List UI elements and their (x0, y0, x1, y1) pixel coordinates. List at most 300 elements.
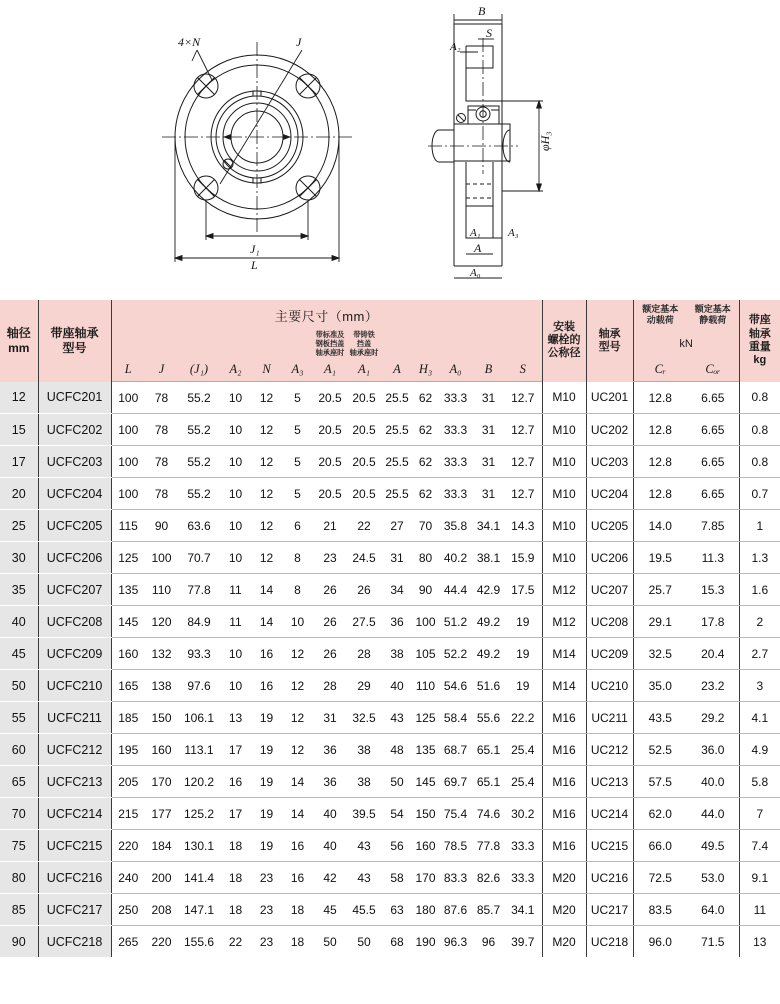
dim-J1: 70.7 (178, 542, 220, 574)
weight-value: 13 (739, 926, 780, 958)
dim-A0: 33.3 (438, 382, 473, 414)
bolt-size: M12 (542, 606, 586, 638)
technical-drawings (0, 0, 750, 300)
header-weight-line3: 重量 (748, 340, 771, 353)
dim-A1-standard: 36 (313, 734, 347, 766)
dim-A1-standard: 42 (313, 862, 347, 894)
label-4xN: 4×N (178, 35, 201, 49)
rating-Cr: 66.0 (633, 830, 687, 862)
table-row (0, 414, 780, 446)
dim-B: 96 (481, 934, 496, 949)
dim-J: 120 (145, 606, 178, 638)
dim-A2: 10 (220, 542, 251, 574)
dim-N: 12 (251, 510, 282, 542)
table-row (0, 894, 780, 926)
dim-J1: 55.2 (178, 446, 220, 478)
header-sym-L: L (111, 357, 145, 382)
bearing-model: UC206 (586, 542, 633, 574)
dim-A0: 33.3 (438, 478, 473, 510)
rating-Cor: 15.3 (687, 574, 739, 606)
weight-value: 2.7 (739, 638, 780, 670)
dim-A1-cast: 24.5 (347, 542, 381, 574)
dim-H3: 100 (413, 606, 438, 638)
rating-Cor: 6.65 (687, 414, 739, 446)
table-row (0, 574, 780, 606)
header-sym-A1-standard: A₁ (313, 357, 347, 382)
dim-A: 25.5 (381, 414, 413, 446)
dim-A1-standard: 36 (313, 766, 347, 798)
rating-Cor: 11.3 (687, 542, 739, 574)
rating-Cr: 12.8 (633, 382, 687, 414)
model-value: UCFC218 (38, 926, 111, 958)
label-B: B (478, 4, 486, 18)
dim-A0: 68.7 (438, 734, 473, 766)
bore-value: 90 (0, 926, 38, 958)
label-J1: J₁ (250, 242, 260, 256)
dim-N: 16 (251, 638, 282, 670)
weight-value: 2 (739, 606, 780, 638)
label-A: A (474, 241, 482, 255)
dim-B: 85.7 (473, 894, 504, 926)
dim-B: 49.2 (473, 638, 504, 670)
bore-value: 20 (0, 478, 38, 510)
dim-L: 205 (111, 766, 145, 798)
bolt-size: M10 (542, 414, 586, 446)
header-cor-title (687, 300, 739, 330)
dim-N: 19 (251, 830, 282, 862)
bolt-size: M16 (542, 830, 586, 862)
dim-A1-standard: 20.5 (313, 414, 347, 446)
dim-A: 34 (381, 574, 413, 606)
dim-H3: 62 (413, 446, 438, 478)
rating-Cr: 35.0 (633, 670, 687, 702)
dim-A2: 18 (220, 830, 251, 862)
model-value: UCFC211 (38, 702, 111, 734)
dim-J: 78 (145, 382, 178, 414)
dim-A: 43 (381, 702, 413, 734)
dim-A: 25.5 (381, 478, 413, 510)
rating-Cr: 12.8 (633, 478, 687, 510)
model-value: UCFC205 (38, 510, 111, 542)
header-bearing-line2: 型号 (598, 340, 621, 353)
table-row (0, 670, 780, 702)
flange-front-view-drawing (150, 14, 365, 272)
dim-B: 31 (473, 382, 504, 414)
dim-A1-standard: 20.5 (313, 382, 347, 414)
dim-J1: 130.1 (178, 830, 220, 862)
dim-A: 68 (390, 934, 404, 949)
dim-J1: 147.1 (178, 894, 220, 926)
dim-L: 185 (111, 702, 145, 734)
dim-A: 36 (381, 606, 413, 638)
dim-L: 265 (118, 934, 139, 949)
dim-A2: 17 (220, 734, 251, 766)
dim-A1-standard: 21 (313, 510, 347, 542)
dim-A1-standard: 50 (323, 934, 337, 949)
dim-J: 78 (145, 414, 178, 446)
bearing-model: UC214 (586, 798, 633, 830)
rating-Cor: 20.4 (687, 638, 739, 670)
header-model (38, 300, 111, 382)
dim-A0: 33.3 (438, 446, 473, 478)
dim-J: 90 (145, 510, 178, 542)
dim-J1: 125.2 (178, 798, 220, 830)
weight-value: 11 (739, 894, 780, 926)
header-kn-unit: kN (633, 330, 739, 357)
bolt-size: M10 (542, 478, 586, 510)
dim-A3: 8 (282, 542, 313, 574)
dim-A3: 14 (282, 766, 313, 798)
dim-A2: 10 (220, 478, 251, 510)
header-model-line1: 带座轴承 (50, 325, 99, 340)
bolt-size: M14 (542, 670, 586, 702)
dim-H3: 125 (413, 702, 438, 734)
dim-A: 48 (381, 734, 413, 766)
dim-B: 38.1 (473, 542, 504, 574)
dim-B: 42.9 (473, 574, 504, 606)
rating-Cr: 32.5 (633, 638, 687, 670)
dim-J1: 120.2 (178, 766, 220, 798)
rating-Cr: 43.5 (633, 702, 687, 734)
dim-H3: 135 (413, 734, 438, 766)
bearing-model: UC203 (586, 446, 633, 478)
header-weight (739, 300, 780, 382)
bolt-size: M12 (542, 574, 586, 606)
dim-N: 19 (251, 798, 282, 830)
bore-value: 75 (0, 830, 38, 862)
dim-S: 39.7 (511, 934, 535, 949)
dim-S: 19 (504, 670, 542, 702)
rating-Cor: 6.65 (687, 478, 739, 510)
dim-A1-standard: 45 (313, 894, 347, 926)
dim-A3: 5 (282, 478, 313, 510)
bore-value: 50 (0, 670, 38, 702)
dim-B: 31 (473, 446, 504, 478)
dim-N: 14 (251, 606, 282, 638)
header-sym-H3: H₃ (413, 357, 438, 382)
rating-Cr: 12.8 (633, 414, 687, 446)
header-cor-line2: 静载荷 (699, 315, 727, 325)
bore-value: 35 (0, 574, 38, 606)
dim-S: 33.3 (504, 862, 542, 894)
dim-A0: 87.6 (438, 894, 473, 926)
dim-A2: 10 (220, 382, 251, 414)
dim-S: 17.5 (504, 574, 542, 606)
header-sub-cast-l2: 挡盖 (356, 339, 372, 348)
dim-A3: 16 (282, 830, 313, 862)
model-value: UCFC213 (38, 766, 111, 798)
table-row (0, 830, 780, 862)
header-main-dims: 主要尺寸（mm） (111, 300, 542, 330)
header-sym-A1-cast: A₁ (347, 357, 381, 382)
rating-Cr: 72.5 (633, 862, 687, 894)
dim-J: 220 (151, 934, 172, 949)
dim-J1: 77.8 (178, 574, 220, 606)
dim-L: 215 (111, 798, 145, 830)
dim-H3: 80 (413, 542, 438, 574)
rating-Cor: 53.0 (687, 862, 739, 894)
table-row (0, 766, 780, 798)
dim-A: 58 (381, 862, 413, 894)
dim-S: 12.7 (504, 446, 542, 478)
bolt-size: M16 (542, 734, 586, 766)
dim-H3: 70 (413, 510, 438, 542)
dim-J1: 113.1 (178, 734, 220, 766)
bore-value: 40 (0, 606, 38, 638)
label-A2: A₂ (450, 41, 461, 53)
header-sym-A: A (381, 357, 413, 382)
rating-Cr: 52.5 (633, 734, 687, 766)
dim-A1-cast: 32.5 (347, 702, 381, 734)
dim-N: 23 (259, 934, 274, 949)
dim-S: 22.2 (504, 702, 542, 734)
label-A3: A₃ (508, 227, 519, 239)
dim-B: 34.1 (473, 510, 504, 542)
dim-B: 65.1 (473, 734, 504, 766)
dim-A1-cast: 20.5 (347, 382, 381, 414)
dim-L: 160 (111, 638, 145, 670)
dim-A0: 83.3 (438, 862, 473, 894)
dim-A: 31 (381, 542, 413, 574)
header-weight-line4: kg (753, 353, 767, 366)
dim-J1: 55.2 (178, 414, 220, 446)
dim-A1-standard: 26 (313, 574, 347, 606)
dim-A3: 10 (282, 606, 313, 638)
dim-H3: 170 (413, 862, 438, 894)
bore-value: 15 (0, 414, 38, 446)
dim-A2: 10 (220, 414, 251, 446)
dim-A1-standard: 26 (313, 638, 347, 670)
bearing-model: UC211 (586, 702, 633, 734)
bearing-model: UC209 (586, 638, 633, 670)
dim-A0: 44.4 (438, 574, 473, 606)
header-bolt-line1: 安装 (553, 320, 576, 333)
label-L: L (251, 258, 258, 272)
dim-S: 14.3 (504, 510, 542, 542)
rating-Cr: 25.7 (633, 574, 687, 606)
dim-A: 54 (381, 798, 413, 830)
model-value: UCFC217 (38, 894, 111, 926)
header-sym-A0: A₀ (438, 357, 473, 382)
dim-H3: 105 (413, 638, 438, 670)
weight-value: 4.9 (739, 734, 780, 766)
header-sub-cast-l1: 带铸铁 (353, 330, 375, 339)
bearing-model: UC212 (586, 734, 633, 766)
table-row (0, 542, 780, 574)
table-row (0, 862, 780, 894)
dim-A2: 11 (220, 574, 251, 606)
rating-Cor: 49.5 (687, 830, 739, 862)
dim-A1-cast: 29 (347, 670, 381, 702)
dim-L: 220 (111, 830, 145, 862)
bearing-model: UC204 (586, 478, 633, 510)
dim-L: 165 (111, 670, 145, 702)
table-row (0, 446, 780, 478)
dim-H3: 62 (413, 382, 438, 414)
dim-H3: 160 (413, 830, 438, 862)
dim-A: 25.5 (381, 382, 413, 414)
bolt-size: M10 (542, 510, 586, 542)
dim-N: 23 (251, 894, 282, 926)
bore-value: 12 (0, 382, 38, 414)
dim-A2: 22 (228, 934, 243, 949)
dim-J: 170 (145, 766, 178, 798)
rating-Cor: 6.65 (687, 446, 739, 478)
dim-N: 19 (251, 734, 282, 766)
dim-L: 100 (111, 446, 145, 478)
dim-J1: 84.9 (178, 606, 220, 638)
dim-S: 12.7 (504, 478, 542, 510)
label-J: J (296, 35, 302, 49)
weight-value: 3 (739, 670, 780, 702)
dim-A1-cast: 43 (347, 830, 381, 862)
dim-A2: 16 (220, 766, 251, 798)
dim-H3: 150 (413, 798, 438, 830)
weight-value: 0.7 (739, 478, 780, 510)
table-row (0, 606, 780, 638)
rating-Cr: 57.5 (633, 766, 687, 798)
specification-table (0, 300, 780, 957)
dim-A1-cast: 27.5 (347, 606, 381, 638)
dim-A1-cast: 20.5 (347, 414, 381, 446)
header-sym-Cr: Cᵣ (633, 357, 687, 382)
dim-H3: 190 (415, 934, 436, 949)
model-value: UCFC203 (38, 446, 111, 478)
dim-H3: 62 (413, 478, 438, 510)
dim-A0: 51.2 (438, 606, 473, 638)
rating-Cr: 14.0 (633, 510, 687, 542)
weight-value: 9.1 (739, 862, 780, 894)
dim-A3: 12 (282, 638, 313, 670)
bolt-size: M20 (542, 894, 586, 926)
model-value: UCFC209 (38, 638, 111, 670)
dim-J1: 155.6 (183, 934, 215, 949)
rating-Cor: 36.0 (687, 734, 739, 766)
model-value: UCFC206 (38, 542, 111, 574)
dim-A1-standard: 20.5 (313, 478, 347, 510)
dim-L: 250 (111, 894, 145, 926)
header-bearing-line1: 轴承 (598, 327, 621, 340)
bearing-model: UC218 (586, 926, 633, 958)
dim-H3: 145 (413, 766, 438, 798)
bearing-model: UC213 (586, 766, 633, 798)
header-sub-standard-l3: 轴承座时 (315, 348, 345, 357)
weight-value: 1 (739, 510, 780, 542)
dim-S: 15.9 (504, 542, 542, 574)
table-row (0, 702, 780, 734)
label-A1: A₁ (470, 227, 481, 239)
dim-J1: 106.1 (178, 702, 220, 734)
dim-A3: 5 (282, 446, 313, 478)
bore-value: 65 (0, 766, 38, 798)
dim-A: 40 (381, 670, 413, 702)
dim-N: 12 (251, 414, 282, 446)
dim-A0: 78.5 (438, 830, 473, 862)
dim-A3: 8 (282, 574, 313, 606)
dim-A0: 75.4 (438, 798, 473, 830)
dim-A2: 17 (220, 798, 251, 830)
header-cr-line1: 额定基本 (642, 303, 679, 314)
dim-A1-cast: 28 (347, 638, 381, 670)
bore-value: 17 (0, 446, 38, 478)
dim-J: 160 (145, 734, 178, 766)
dim-J: 100 (145, 542, 178, 574)
header-bore (0, 300, 38, 382)
dim-A2: 10 (220, 670, 251, 702)
dim-A1-cast: 26 (347, 574, 381, 606)
dim-S: 19 (504, 606, 542, 638)
dim-A: 50 (381, 766, 413, 798)
dim-J: 184 (145, 830, 178, 862)
dim-A1-cast: 39.5 (347, 798, 381, 830)
bolt-size: M10 (542, 446, 586, 478)
rating-Cor: 29.2 (687, 702, 739, 734)
dim-J: 138 (145, 670, 178, 702)
dim-L: 240 (111, 862, 145, 894)
model-value: UCFC202 (38, 414, 111, 446)
bolt-size: M10 (542, 542, 586, 574)
bolt-size: M16 (542, 766, 586, 798)
dim-N: 12 (251, 542, 282, 574)
dim-N: 12 (251, 382, 282, 414)
dim-B: 51.6 (473, 670, 504, 702)
bore-value: 60 (0, 734, 38, 766)
bolt-size: M16 (542, 702, 586, 734)
dim-J: 177 (145, 798, 178, 830)
bearing-model: UC207 (586, 574, 633, 606)
dim-A2: 18 (220, 862, 251, 894)
bearing-model: UC205 (586, 510, 633, 542)
dim-A3: 12 (282, 702, 313, 734)
dim-A3: 18 (290, 934, 305, 949)
dim-A3: 12 (282, 670, 313, 702)
header-sym-B: B (473, 357, 504, 382)
bore-value: 85 (0, 894, 38, 926)
dim-B: 31 (473, 414, 504, 446)
dim-J1: 55.2 (178, 382, 220, 414)
bearing-model: UC208 (586, 606, 633, 638)
dim-H3: 62 (413, 414, 438, 446)
dim-A1-standard: 31 (313, 702, 347, 734)
dim-B: 77.8 (473, 830, 504, 862)
bearing-model: UC216 (586, 862, 633, 894)
dim-B: 65.1 (473, 766, 504, 798)
bolt-size: M20 (542, 926, 586, 958)
dim-A2: 11 (220, 606, 251, 638)
header-sub-cast-l3: 轴承座时 (349, 348, 379, 357)
dim-A3: 14 (282, 798, 313, 830)
dim-A1-standard: 40 (313, 798, 347, 830)
label-S: S (486, 26, 492, 40)
label-phi-H3: φH₃ (538, 131, 552, 151)
dim-A0: 52.2 (438, 638, 473, 670)
dim-A3: 5 (282, 414, 313, 446)
dim-A2: 18 (220, 894, 251, 926)
header-sym-S: S (504, 357, 542, 382)
dim-N: 19 (251, 702, 282, 734)
header-sym-J1: (J₁) (178, 357, 220, 382)
dim-A3: 12 (282, 734, 313, 766)
dim-J1: 55.2 (178, 478, 220, 510)
dim-A: 25.5 (381, 446, 413, 478)
dim-N: 19 (251, 766, 282, 798)
dim-A0: 96.3 (443, 934, 468, 949)
dim-A2: 10 (220, 446, 251, 478)
dim-J1: 141.4 (178, 862, 220, 894)
model-value: UCFC215 (38, 830, 111, 862)
dim-L: 145 (111, 606, 145, 638)
header-sub-standard (313, 330, 347, 357)
